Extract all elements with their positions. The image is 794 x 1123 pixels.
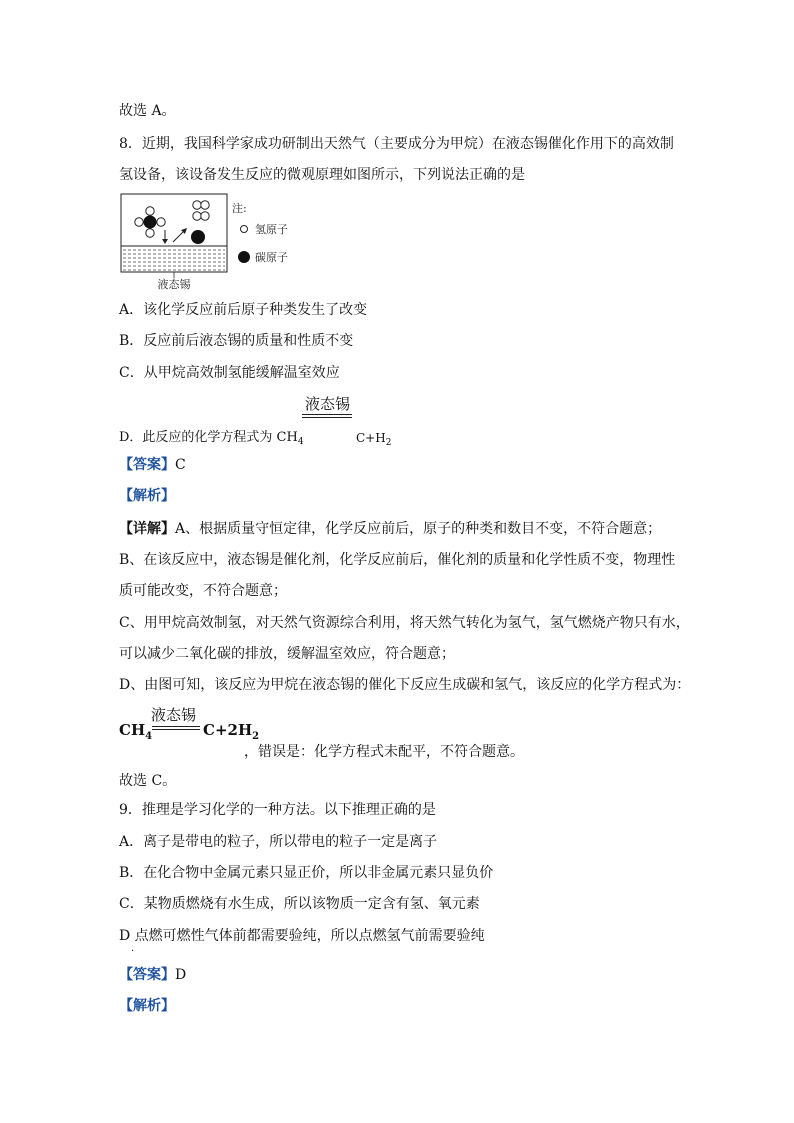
answer-label: 【答案】	[119, 457, 175, 473]
q8-stem-line2: 氢设备，该设备发生反应的微观原理如图所示，下列说法正确的是	[119, 167, 525, 183]
legend-hydrogen-label: 氢原子	[255, 223, 288, 236]
detail-d-line2: ，错误是：化学方程式未配平，不符合题意。	[244, 744, 524, 760]
analysis-8-label: 【解析】	[119, 488, 175, 504]
answer-value: C	[175, 457, 186, 473]
detail-b-line1: B、在该反应中，液态锡是催化剂，化学反应前后，催化剂的质量和化学性质不变，物理性	[119, 552, 676, 568]
dot-mark: ·	[131, 946, 135, 957]
line-choose-c: 故选 C。	[119, 773, 177, 789]
legend-carbon-icon	[238, 251, 250, 263]
detail-eq-condition: 液态锡	[151, 706, 197, 724]
detail-c-line2: 可以减少二氧化碳的排放，缓解温室效应，符合题意；	[119, 646, 455, 662]
q9-option-a: A．离子是带电的粒子，所以带电的粒子一定是离子	[119, 834, 438, 850]
q9-option-c: C．某物质燃烧有水生成，所以该物质一定含有氢、氧元素	[119, 896, 480, 912]
legend-hydrogen-icon	[241, 226, 248, 233]
legend-note: 注:	[232, 202, 247, 215]
q8-option-c: C．从甲烷高效制氢能缓解温室效应	[119, 365, 340, 381]
reaction-diagram	[119, 192, 309, 290]
carbon-atom	[191, 230, 205, 244]
line-choose-a: 故选 A。	[119, 103, 176, 119]
detail-d-line1: D、由图可知，该反应为甲烷在液态锡的催化下反应生成碳和氢气，该反应的化学方程式为：	[119, 677, 691, 693]
answer-value: D	[175, 967, 187, 983]
answer-label: 【答案】	[119, 967, 175, 983]
q9-option-b: B．在化合物中金属元素只显正价，所以非金属元素只显负价	[119, 865, 494, 881]
q9-option-d: D 点燃可燃性气体前都需要验纯，所以点燃氢气前需要验纯	[119, 928, 485, 944]
q8-eq-products: $C+H_2$	[356, 431, 392, 448]
reactor-box	[121, 194, 227, 272]
liquid-tin-layer	[123, 250, 225, 270]
diagram-caption: 液态锡	[157, 278, 191, 290]
detail-a: 【详解】A、根据质量守恒定律，化学反应前后，原子的种类和数目不变，不符合题意；	[119, 521, 662, 537]
q8-eq-condition: 液态锡	[305, 395, 351, 413]
q9-stem: 9．推理是学习化学的一种方法。以下推理正确的是	[119, 802, 436, 818]
q8-option-a: A．该化学反应前后原子种类发生了改变	[119, 302, 368, 318]
detail-c-line1: C、用甲烷高效制氢，对天然气资源综合利用，将天然气转化为氢气，氢气燃烧产物只有水，	[119, 615, 690, 631]
hydrogen-molecules	[193, 201, 209, 220]
detail-b-line2: 质可能改变，不符合题意；	[119, 583, 287, 599]
answer-9	[119, 965, 186, 985]
analysis-9-label: 【解析】	[119, 998, 175, 1014]
answer-8	[119, 455, 186, 475]
q8-stem-line1: 8．近期，我国科学家成功研制出天然气（主要成分为甲烷）在液态锡催化作用下的高效制	[119, 136, 674, 152]
q8-option-b: B．反应前后液态锡的质量和性质不变	[119, 333, 354, 349]
legend-carbon-label: 碳原子	[255, 251, 288, 264]
methane-molecule	[135, 207, 165, 237]
